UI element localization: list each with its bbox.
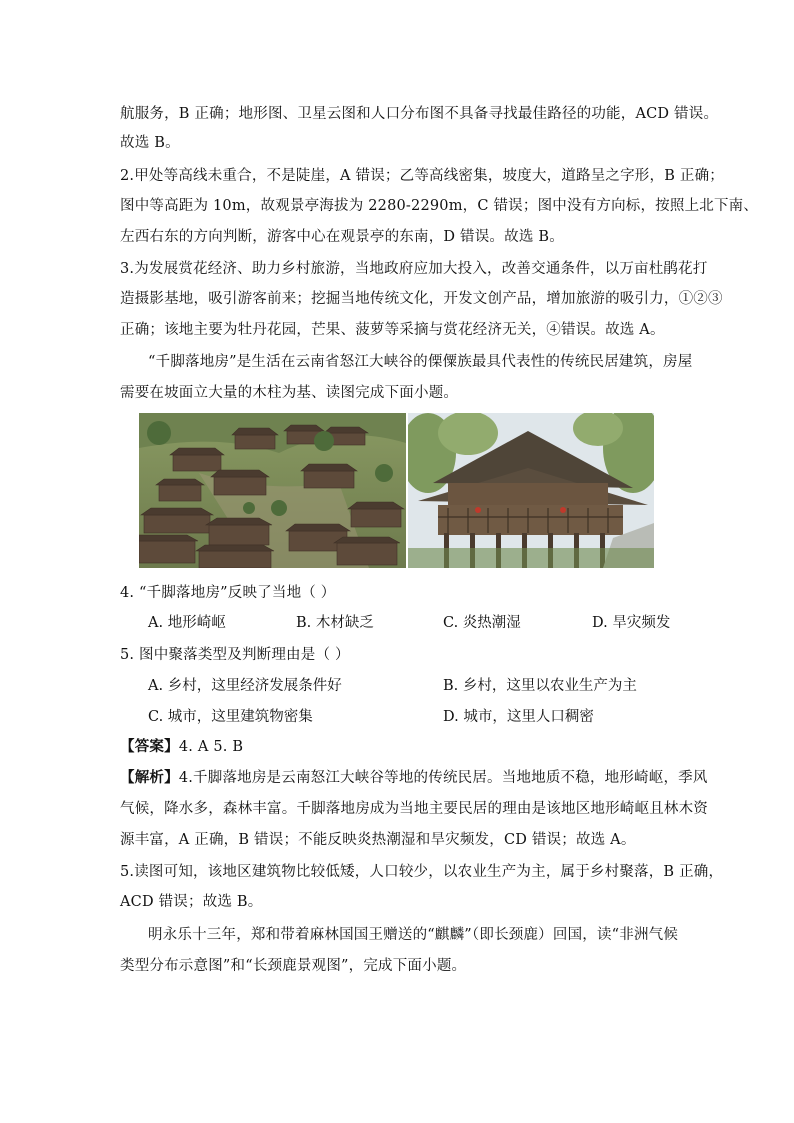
paragraph-line: 3.为发展赏花经济、助力乡村旅游，当地政府应加大投入，改善交通条件，以万亩杜鹃花打 <box>120 261 708 277</box>
intro-paragraph-line: 需要在坡面立大量的木柱为基、读图完成下面小题。 <box>120 385 459 401</box>
analysis-line: 源丰富，A 正确，B 错误；不能反映炎热潮湿和旱灾频发，CD 错误；故选 A。 <box>120 832 636 848</box>
analysis-line: 气候，降水多，森林丰富。千脚落地房成为当地主要民居的理由是该地区地形崎岖且林木资 <box>120 801 708 817</box>
closing-paragraph-line: 明永乐十三年，郑和带着麻林国国王赠送的“麒麟”（即长颈鹿）回国，读“非洲气候 <box>148 927 679 943</box>
question-4-option-d: D. 旱灾频发 <box>592 615 671 631</box>
hillside-village-photo <box>139 413 406 568</box>
question-5-stem: 5. 图中聚落类型及判断理由是（ ） <box>120 647 350 663</box>
paragraph-line: 正确；该地主要为牡丹花园，芒果、菠萝等采摘与赏花经济无关，④错误。故选 A。 <box>120 322 665 338</box>
paragraph-line: 故选 B。 <box>120 135 180 151</box>
closing-paragraph-line: 类型分布示意图”和“长颈鹿景观图”，完成下面小题。 <box>120 958 467 974</box>
analysis-line <box>120 768 708 788</box>
paragraph-line: 2.甲处等高线未重合，不是陡崖，A 错误；乙等高线密集，坡度大，道路呈之字形，B 正确； <box>120 168 724 184</box>
paragraph-line: 航服务，B 正确；地形图、卫星云图和人口分布图不具备寻找最佳路径的功能，ACD 错误。 <box>120 106 719 122</box>
question-5-option-d: D. 城市，这里人口稠密 <box>443 709 594 725</box>
question-4-stem: 4. “千脚落地房”反映了当地（ ） <box>120 585 336 601</box>
question-5-option-c: C. 城市，这里建筑物密集 <box>148 709 313 725</box>
analysis-label: 【解析】 <box>120 769 179 786</box>
question-5-option-a: A. 乡村，这里经济发展条件好 <box>148 678 342 694</box>
paragraph-line: 图中等高距为 10m，故观景亭海拔为 2280-2290m，C 错误；图中没有方向标，按照上北下南、 <box>120 198 759 214</box>
intro-paragraph-line: “千脚落地房”是生活在云南省怒江大峡谷的傈僳族最具代表性的传统民居建筑，房屋 <box>148 354 693 370</box>
question-4-option-a: A. 地形崎岖 <box>148 615 226 631</box>
answer-label: 【答案】 <box>120 738 179 755</box>
question-4-option-b: B. 木材缺乏 <box>296 615 374 631</box>
answer-text: 4. A 5. B <box>178 739 244 755</box>
paragraph-line: 造摄影基地，吸引游客前来；挖掘当地传统文化，开发文创产品，增加旅游的吸引力，①②③ <box>120 291 723 307</box>
question-5-option-b: B. 乡村，这里以农业生产为主 <box>443 678 637 694</box>
stilt-house-photo <box>408 413 654 568</box>
question-4-option-c: C. 炎热潮湿 <box>443 615 521 631</box>
paragraph-line: 左西右东的方向判断，游客中心在观景亭的东南，D 错误。故选 B。 <box>120 229 564 245</box>
analysis-line: 5.读图可知，该地区建筑物比较低矮，人口较少，以农业生产为主，属于乡村聚落，B 正确， <box>120 864 724 880</box>
answer-line <box>120 737 243 757</box>
analysis-text: 4.千脚落地房是云南怒江大峡谷等地的传统民居。当地地质不稳，地形崎岖，季风 <box>178 770 708 786</box>
analysis-line: ACD 错误；故选 B。 <box>120 894 263 910</box>
